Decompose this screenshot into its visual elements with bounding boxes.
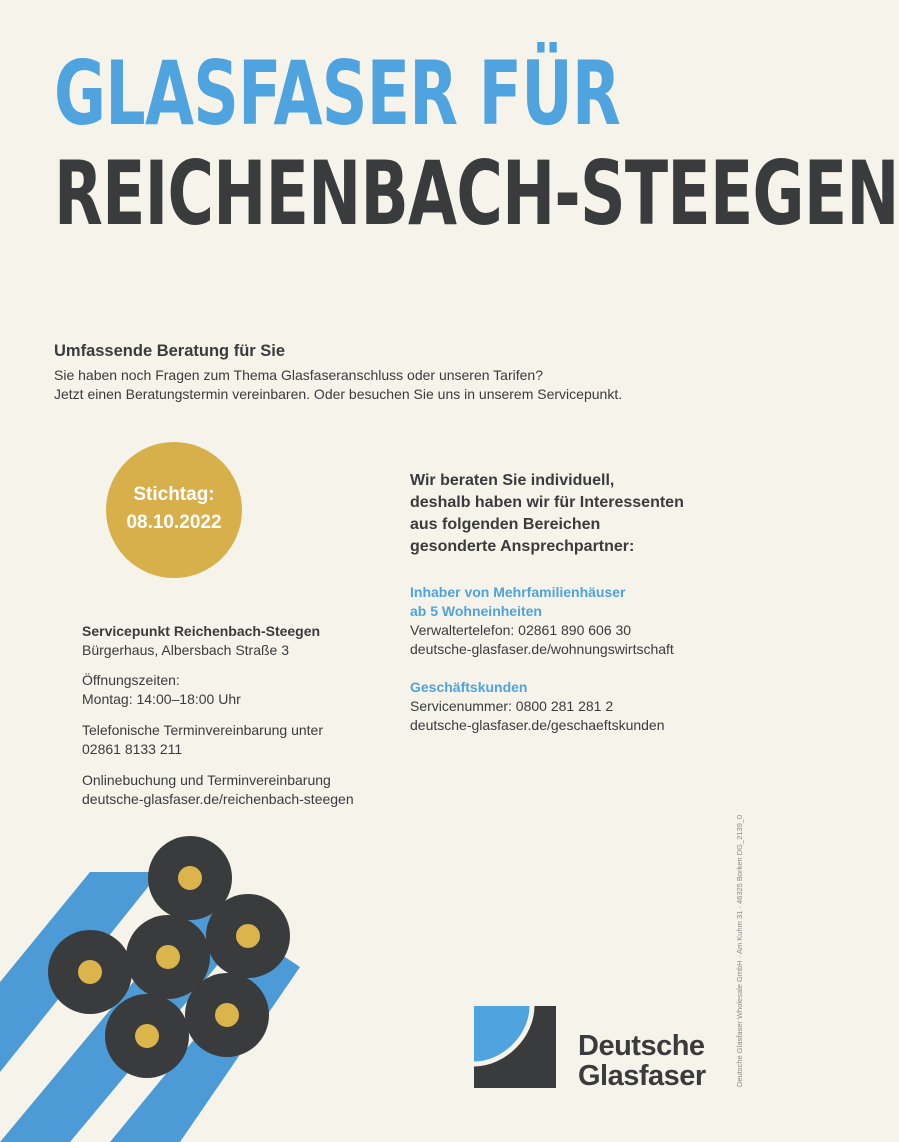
intro-text-line2: Jetzt einen Beratungstermin vereinbaren. Oder besuchen Sie uns in unserem Servicepunkt. — [54, 386, 623, 402]
advice-line3: aus folgenden Bereichen — [410, 516, 601, 533]
headline-line2: REICHENBACH-STEEGEN — [54, 142, 899, 245]
phone-booking-label: Telefonische Terminvereinbarung unter — [82, 722, 323, 738]
servicepoint-name: Servicepunkt Reichenbach-Steegen — [82, 623, 321, 639]
phone-booking-number: 02861 8133 211 — [82, 741, 183, 757]
intro-text-line1: Sie haben noch Fragen zum Thema Glasfaseranschluss oder unseren Tarifen? — [54, 367, 543, 383]
business-contact — [410, 678, 665, 735]
imprint-text: Deutsche Glasfaser Wholesale GmbH · Am Kuhm 31 · 46325 Borken DG_2139_0 — [735, 814, 744, 1087]
deadline-label: Stichtag: — [133, 484, 215, 505]
deutsche-glasfaser-logo-icon — [474, 1006, 556, 1088]
opening-hours-value: Montag: 14:00–18:00 Uhr — [82, 691, 241, 707]
advice-heading — [410, 470, 684, 558]
owners-contact — [410, 583, 674, 659]
owners-phone: Verwaltertelefon: 02861 890 606 30 — [410, 622, 632, 638]
owners-url[interactable]: deutsche-glasfaser.de/wohnungswirtschaft — [410, 641, 674, 657]
headline-line1: GLASFASER FÜR — [54, 42, 621, 145]
advice-line4: gesonderte Ansprechpartner: — [410, 538, 635, 555]
opening-hours-label: Öffnungszeiten: — [82, 672, 180, 688]
business-url[interactable]: deutsche-glasfaser.de/geschaeftskunden — [410, 717, 665, 733]
intro-title: Umfassende Beratung für Sie — [54, 342, 286, 360]
phone-booking — [82, 721, 323, 759]
advice-line2: deshalb haben wir für Interessenten — [410, 494, 684, 511]
servicepoint-info — [82, 622, 320, 660]
owners-title-line1: Inhaber von Mehrfamilienhäuser — [410, 584, 626, 600]
servicepoint-address: Bürgerhaus, Albersbach Straße 3 — [82, 642, 290, 658]
opening-hours — [82, 671, 241, 709]
advice-line1: Wir beraten Sie individuell, — [410, 472, 615, 489]
online-booking-label: Onlinebuchung und Terminvereinbarung — [82, 772, 331, 788]
business-title: Geschäftskunden — [410, 679, 528, 695]
deadline-badge — [106, 442, 242, 578]
fiber-cable-graphic — [0, 822, 330, 1142]
online-booking-url[interactable]: deutsche-glasfaser.de/reichenbach-steegen — [82, 791, 354, 807]
online-booking — [82, 771, 354, 809]
business-phone: Servicenummer: 0800 281 281 2 — [410, 698, 614, 714]
owners-title-line2: ab 5 Wohneinheiten — [410, 603, 542, 619]
logo-text-line2: Glasfaser — [578, 1060, 706, 1092]
logo-text-line1: Deutsche — [578, 1030, 705, 1062]
deadline-date: 08.10.2022 — [126, 512, 222, 533]
